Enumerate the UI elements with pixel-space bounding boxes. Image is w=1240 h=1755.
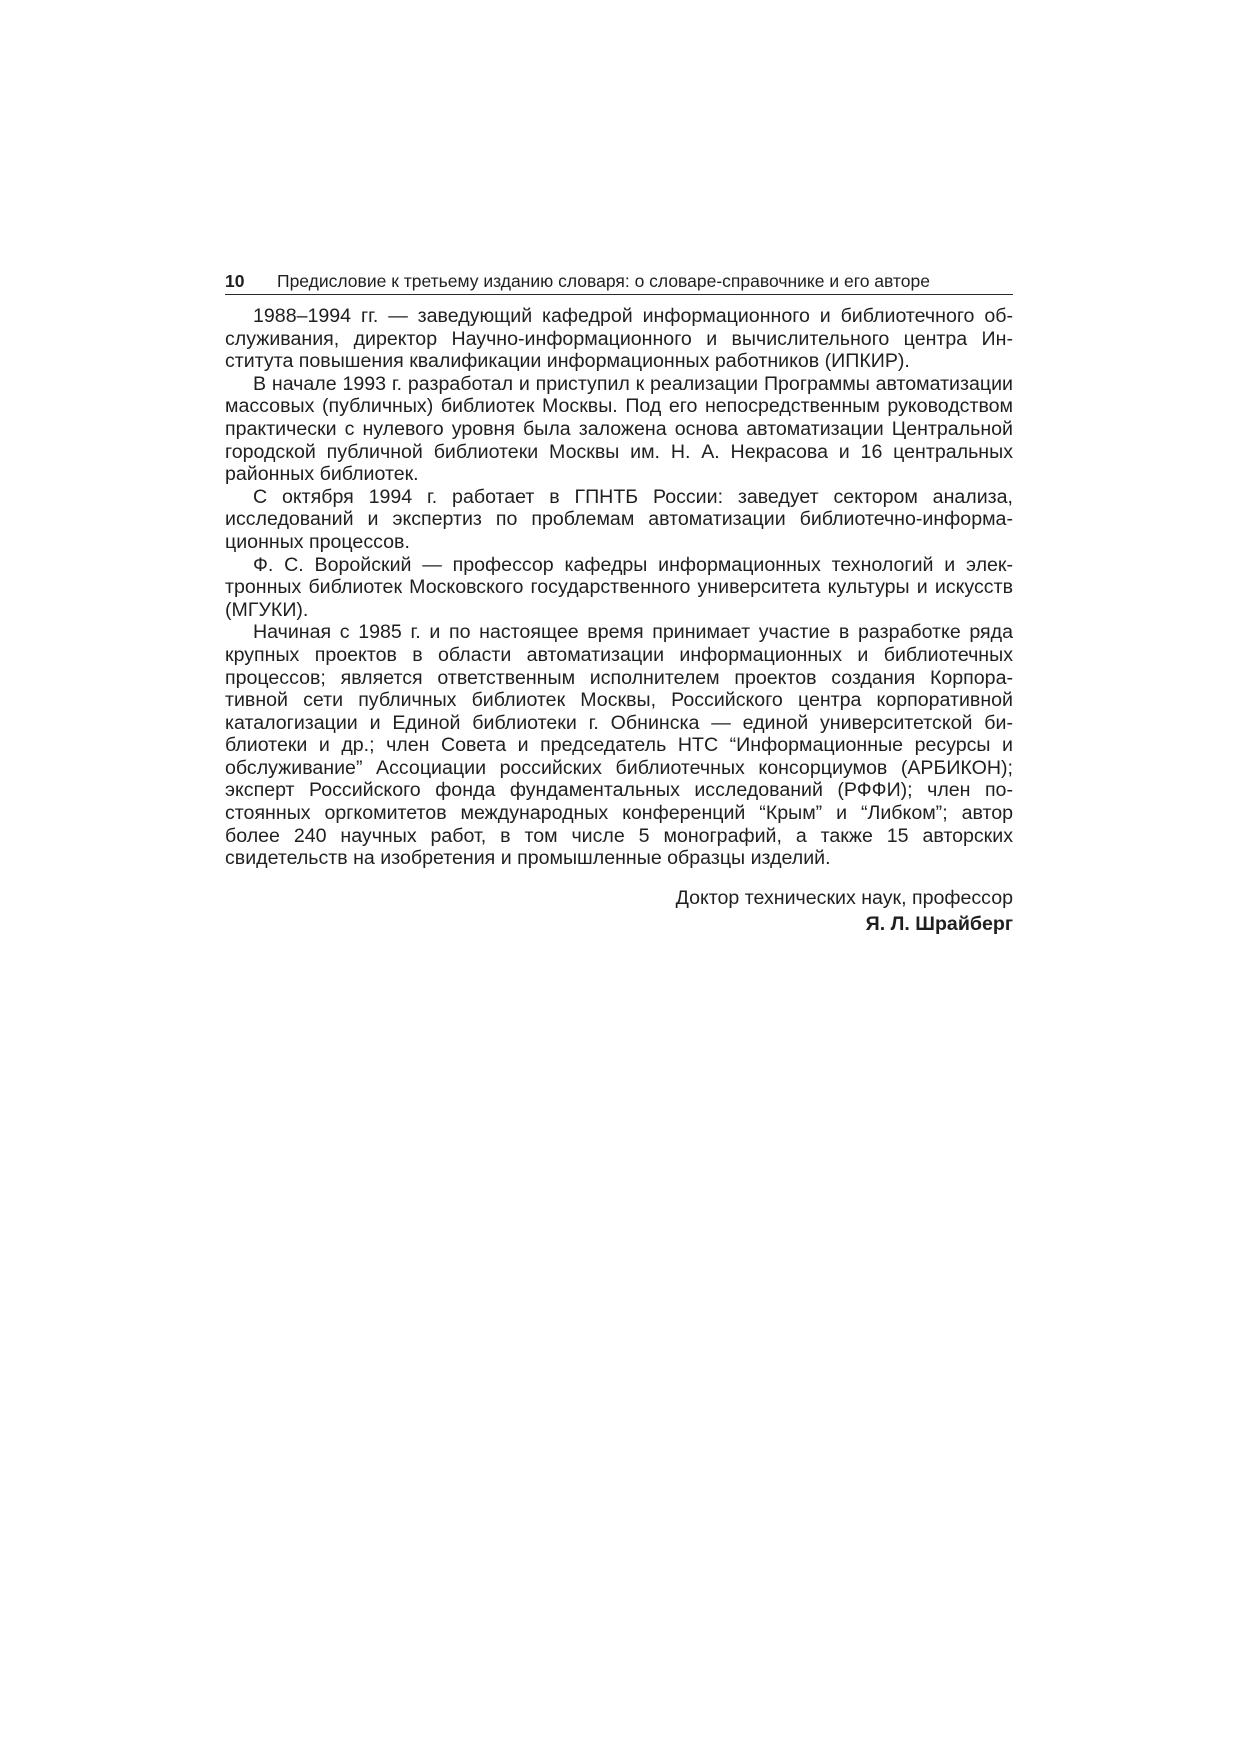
running-title: Предисловие к третьему изданию словаря: о словаре-справочнике и его авторе (277, 271, 930, 291)
signature-block (225, 885, 1013, 937)
signature-author: Я. Л. Шрайберг (865, 912, 1013, 935)
paragraph: Ф. С. Воройский — профессор кафедры информационных технологий и электронных библиотек Московского государственного университета культуры и искусств (МГУКИ). (225, 553, 1013, 621)
body-text (225, 305, 1013, 870)
page-number: 10 (225, 271, 245, 291)
signature-title: Доктор технических наук, профессор (675, 886, 1013, 909)
running-head (225, 270, 1013, 295)
paragraph: С октября 1994 г. работает в ГПНТБ России: заведует сектором анализа, исследований и экспертиз по проблемам автоматизации библиотечно-информационных процессов. (225, 485, 1013, 553)
paragraph: В начале 1993 г. разработал и приступил к реализации Программы автоматизации массовых (публичных) библиотек Москвы. Под его непосредственным руководством практически с нулевого уровня была заложена основа автоматизации Центральной городской публичной библиотеки Москвы им. Н. А. Некрасова и 16 центральных районных библиотек. (225, 372, 1013, 486)
book-page (225, 270, 1013, 937)
paragraph: Начиная с 1985 г. и по настоящее время принимает участие в разработке ряда крупных проектов в области автоматизации информационных и библиотечных процессов; является ответственным исполнителем проектов создания Корпоративной сети публичных библиотек Москвы, Российского центра корпоративной каталогизации и Единой библиотеки г. Обнинска — единой университетской библиотеки и др.; член Совета и председатель НТС “Информационные ресурсы и обслуживание” Ассоциации российских библиотечных консорциумов (АРБИКОН); эксперт Российского фонда фундаментальных исследований (РФФИ); член постоянных оргкомитетов международных конференций “Крым” и “Либком”; автор более 240 научных работ, в том числе 5 монографий, а также 15 авторских свидетельств на изобретения и промышленные образцы изделий. (225, 621, 1013, 870)
paragraph: 1988–1994 гг. — заведующий кафедрой информационного и библиотечного обслуживания, директор Научно-информационного и вычислительного центра Института повышения квалификации информационных работников (ИПКИР). (225, 305, 1013, 373)
